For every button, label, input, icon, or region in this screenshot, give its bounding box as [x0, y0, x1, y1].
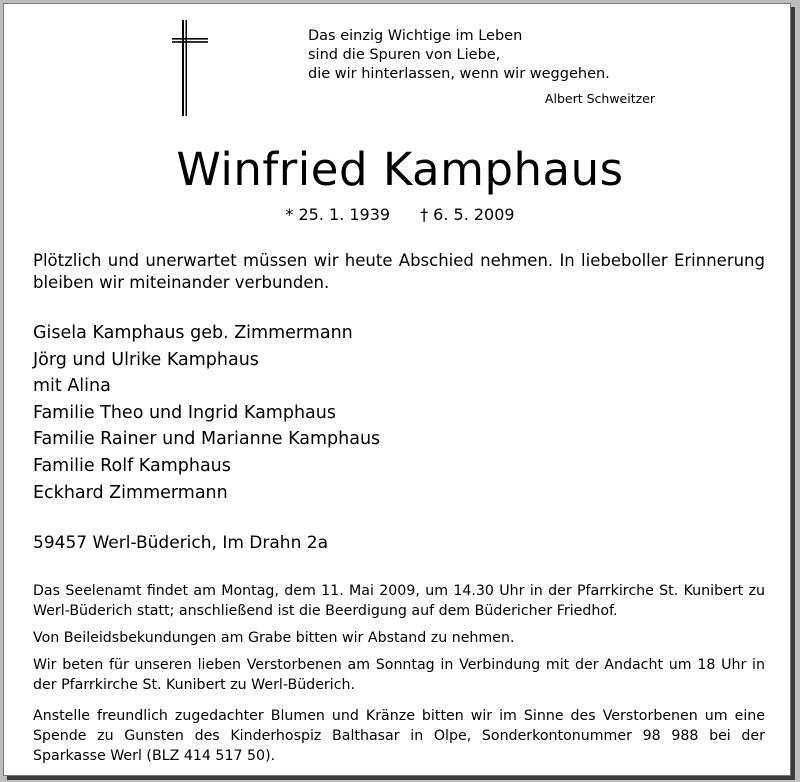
mourner: Familie Theo und Ingrid Kamphaus [33, 402, 336, 423]
requiem-notice: Das Seelenamt findet am Montag, dem 11. Mai 2009, um 14.30 Uhr in der Pfarrkirche St. Kunibert zu Werl-Büderich statt; anschließend ist die Beerdigung auf dem Büdericher Friedhof. [33, 583, 765, 619]
mourner: mit Alina [33, 376, 111, 397]
mourner: Jörg und Ulrike Kamphaus [33, 349, 259, 370]
mourner: Gisela Kamphaus geb. Zimmermann [33, 323, 353, 343]
mourner: Eckhard Zimmermann [33, 482, 228, 503]
life-dates [0, 204, 800, 226]
quote-line: sind die Spuren von Liebe, [308, 47, 501, 63]
birth-date: * 25. 1. 1939 [285, 205, 391, 224]
mourner: Familie Rolf Kamphaus [33, 455, 231, 476]
mourner: Familie Rainer und Marianne Kamphaus [33, 429, 381, 450]
quote-line: Das einzig Wichtige im Leben [308, 28, 523, 44]
death-date: † 6. 5. 2009 [420, 205, 515, 224]
prayer-notice: Wir beten für unseren lieben Verstorbenen am Sonntag in Verbindung mit der Andacht um 18 Uhr in der Pfarrkirche St. Kunibert zu Werl-Büderich. [33, 657, 765, 693]
mourners-address: 59457 Werl-Büderich, Im Drahn 2a [33, 533, 328, 553]
deceased-name: Winfried Kamphaus [176, 143, 624, 196]
condolence-notice: Von Beileidsbekundungen am Grabe bitten wir Abstand zu nehmen. [33, 630, 515, 646]
donation-notice: Anstelle freundlich zugedachter Blumen und Kränze bitten wir im Sinne des Verstorbenen um eine Spende zu Gunsten des Kinderhospiz Balthasar in Olpe, Sonderkontonummer 98 988 bei der Sparkasse Werl (BLZ 414 517 50). [33, 708, 765, 764]
cross-icon [171, 18, 211, 118]
intro-text: Plötzlich und unerwartet müssen wir heute Abschied nehmen. In liebeboller Erinnerung bleiben wir miteinander verbunden. [33, 251, 765, 292]
mourners-list [33, 320, 380, 506]
epigraph-quote [308, 27, 668, 108]
quote-author: Albert Schweitzer [544, 91, 655, 106]
quote-line: die wir hinterlassen, wenn wir weggehen. [308, 66, 610, 82]
